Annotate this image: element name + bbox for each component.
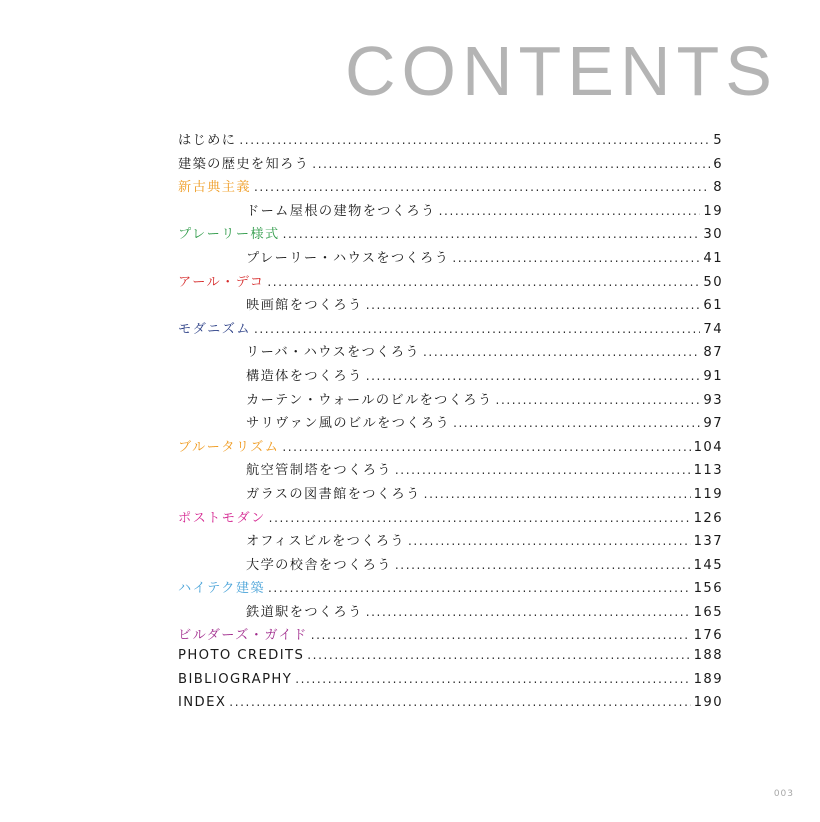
toc-entry[interactable] <box>178 695 723 719</box>
toc-entry-page: 5 <box>713 133 723 148</box>
toc-entry[interactable] <box>178 507 723 531</box>
toc-entry-page: 113 <box>693 463 723 479</box>
toc-entry[interactable] <box>178 271 723 295</box>
toc-entry[interactable] <box>178 648 723 672</box>
toc-entry-label: サリヴァン風のビルをつくろう <box>246 416 451 432</box>
dot-leader <box>423 345 700 359</box>
toc-entry-page: 145 <box>693 557 723 573</box>
dot-leader <box>452 251 700 265</box>
table-of-contents <box>178 129 723 719</box>
toc-entry-label: PHOTO CREDITS <box>178 648 305 664</box>
toc-entry[interactable] <box>178 129 723 153</box>
dot-leader <box>283 227 701 241</box>
toc-subentry[interactable] <box>178 459 723 483</box>
toc-entry-label: 映画館をつくろう <box>246 298 363 314</box>
toc-entry-page: 97 <box>703 416 723 432</box>
toc-entry-page: 165 <box>693 604 723 620</box>
dot-leader <box>395 463 691 477</box>
toc-entry-label: 建築の歴史を知ろう <box>178 156 310 172</box>
toc-subentry[interactable] <box>178 601 723 625</box>
toc-entry-label: カーテン・ウォールのビルをつくろう <box>246 392 493 408</box>
toc-entry-label: アール・デコ <box>178 274 265 290</box>
toc-subentry[interactable] <box>178 365 723 389</box>
toc-subentry[interactable] <box>178 200 723 224</box>
toc-entry-label: 航空管制塔をつくろう <box>246 463 392 479</box>
toc-entry-page: 190 <box>693 695 723 711</box>
dot-leader <box>408 534 691 548</box>
dot-leader <box>424 487 691 501</box>
toc-entry-label: プレーリー・ハウスをつくろう <box>246 250 450 266</box>
toc-entry[interactable] <box>178 577 723 601</box>
toc-entry-page: 91 <box>703 368 723 384</box>
toc-subentry[interactable] <box>178 530 723 554</box>
toc-entry-label: 構造体をつくろう <box>246 368 363 384</box>
toc-entry-label: ブルータリズム <box>178 439 280 455</box>
page-title: CONTENTS <box>345 32 778 110</box>
dot-leader <box>311 628 691 642</box>
dot-leader <box>229 695 690 709</box>
toc-entry-page: 93 <box>703 392 723 408</box>
toc-entry-page: 176 <box>693 628 723 644</box>
dot-leader <box>295 672 690 686</box>
toc-subentry[interactable] <box>178 247 723 271</box>
dot-leader <box>307 648 690 662</box>
dot-leader <box>267 275 700 289</box>
dot-leader <box>268 581 691 595</box>
dot-leader <box>496 393 701 407</box>
toc-entry-page: 41 <box>703 250 723 266</box>
toc-entry[interactable] <box>178 672 723 696</box>
toc-subentry[interactable] <box>178 554 723 578</box>
toc-entry-label: BIBLIOGRAPHY <box>178 671 293 687</box>
dot-leader <box>453 416 700 430</box>
dot-leader <box>282 440 690 454</box>
toc-entry-label: オフィスビルをつくろう <box>246 534 406 550</box>
toc-entry-page: 188 <box>693 648 723 664</box>
toc-entry[interactable] <box>178 153 723 177</box>
dot-leader <box>269 511 691 525</box>
toc-entry-label: リーバ・ハウスをつくろう <box>246 345 420 361</box>
toc-entry-label: ポストモダン <box>178 510 266 526</box>
dot-leader <box>254 180 710 194</box>
toc-entry-label: 大学の校舎をつくろう <box>246 557 392 573</box>
dot-leader <box>395 558 691 572</box>
toc-entry-label: ドーム屋根の建物をつくろう <box>246 203 436 219</box>
toc-entry-page: 19 <box>703 203 723 219</box>
page-number: 003 <box>773 789 794 799</box>
toc-entry-page: 137 <box>693 534 723 550</box>
toc-entry-page: 104 <box>693 439 723 455</box>
toc-entry-page: 74 <box>703 321 723 337</box>
dot-leader <box>239 133 710 147</box>
toc-entry[interactable] <box>178 436 723 460</box>
toc-entry-label: ビルダーズ・ガイド <box>178 628 308 644</box>
toc-entry-page: 6 <box>713 156 723 172</box>
toc-entry-label: ハイテク建築 <box>178 581 265 597</box>
toc-entry-page: 87 <box>703 345 723 361</box>
toc-subentry[interactable] <box>178 341 723 365</box>
toc-entry-label: 新古典主義 <box>178 180 251 196</box>
toc-entry-label: 鉄道駅をつくろう <box>246 604 363 620</box>
toc-entry-page: 61 <box>703 298 723 314</box>
dot-leader <box>312 157 710 171</box>
toc-entry[interactable] <box>178 318 723 342</box>
toc-subentry[interactable] <box>178 412 723 436</box>
toc-entry-page: 30 <box>703 227 723 243</box>
toc-subentry[interactable] <box>178 294 723 318</box>
toc-entry[interactable] <box>178 624 723 648</box>
toc-entry-label: モダニズム <box>178 321 251 337</box>
toc-entry[interactable] <box>178 176 723 200</box>
dot-leader <box>254 322 700 336</box>
toc-entry-label: ガラスの図書館をつくろう <box>246 486 421 502</box>
toc-entry-page: 119 <box>693 486 723 502</box>
toc-entry-label: プレーリー様式 <box>178 227 280 243</box>
toc-entry[interactable] <box>178 223 723 247</box>
toc-entry-page: 126 <box>693 510 723 526</box>
dot-leader <box>366 298 701 312</box>
toc-subentry[interactable] <box>178 483 723 507</box>
toc-entry-page: 8 <box>713 180 723 196</box>
toc-entry-label: INDEX <box>178 695 227 711</box>
dot-leader <box>439 204 701 218</box>
toc-entry-page: 156 <box>693 581 723 597</box>
toc-subentry[interactable] <box>178 389 723 413</box>
dot-leader <box>366 605 691 619</box>
toc-entry-page: 189 <box>693 671 723 687</box>
toc-entry-label: はじめに <box>178 133 237 148</box>
toc-entry-page: 50 <box>703 274 723 290</box>
dot-leader <box>366 369 701 383</box>
